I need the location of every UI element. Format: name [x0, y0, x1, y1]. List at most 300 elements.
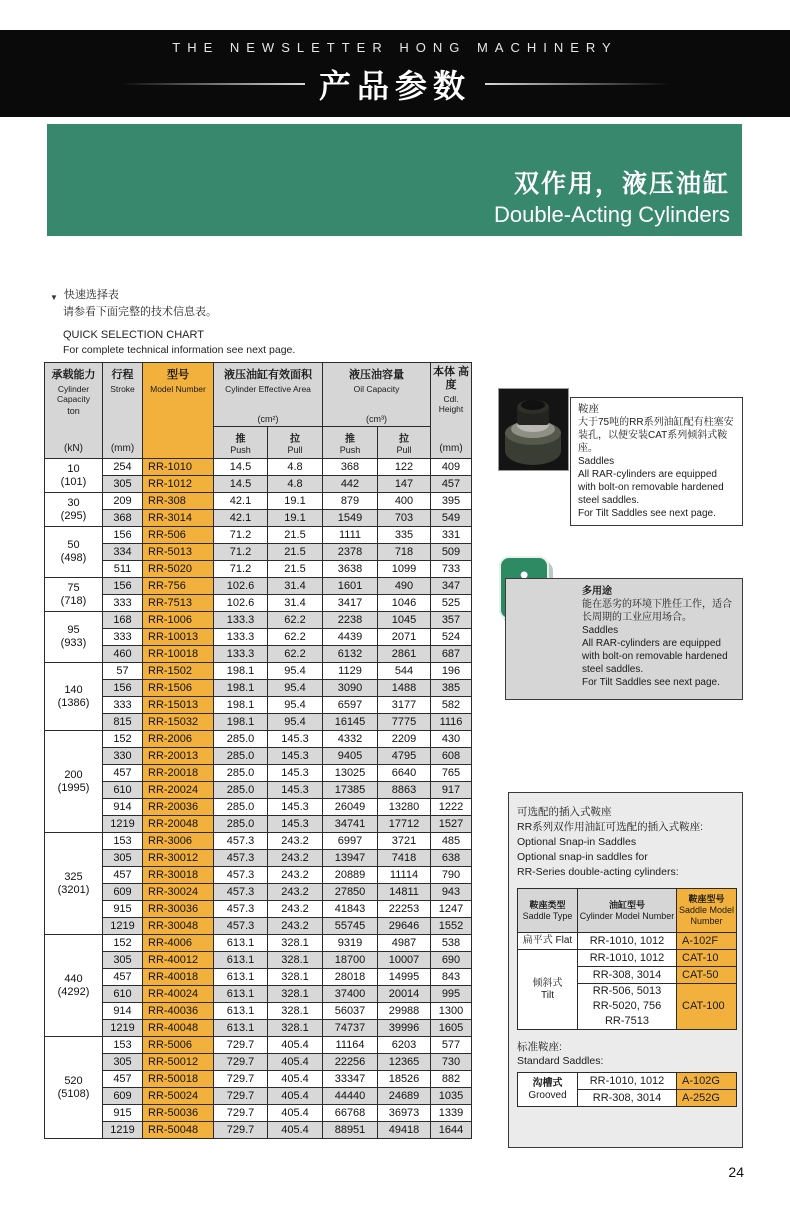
- snap-table-row: [518, 950, 737, 967]
- height-header-zh: 本体 高度: [432, 366, 470, 391]
- oil-pull-cell: 8863: [378, 782, 431, 799]
- oil-pull-cell: 6203: [378, 1037, 431, 1054]
- table-row: [45, 1054, 472, 1071]
- oil-pull-zh: 拉: [399, 434, 409, 445]
- model-cell: RR-50018: [143, 1071, 214, 1088]
- area-pull-cell: 405.4: [268, 1122, 323, 1139]
- model-cell: RR-1502: [143, 663, 214, 680]
- stroke-header-zh: 行程: [111, 369, 134, 381]
- area-push-cell: 42.1: [214, 493, 268, 510]
- stroke-cell: 1219: [103, 816, 143, 833]
- oil-pull-cell: 703: [378, 510, 431, 527]
- height-cell: 690: [431, 952, 472, 969]
- stroke-cell: 915: [103, 901, 143, 918]
- area-push-cell: 729.7: [214, 1122, 268, 1139]
- height-cell: 1644: [431, 1122, 472, 1139]
- area-pull-cell: 145.3: [268, 799, 323, 816]
- model-header-en: Model Number: [150, 384, 206, 394]
- oil-push-cell: 4439: [323, 629, 378, 646]
- table-row: [45, 1003, 472, 1020]
- capacity-cell: 30 (295): [45, 493, 103, 527]
- saddle-model-cell: CAT-100: [677, 984, 737, 1030]
- snap-table-row: [518, 933, 737, 950]
- standard-title-zh: 标准鞍座:: [517, 1041, 562, 1053]
- model-cell: RR-10018: [143, 646, 214, 663]
- oil-push-cell: 2238: [323, 612, 378, 629]
- oil-pull-cell: 2861: [378, 646, 431, 663]
- versatility-title-en: Saddles: [582, 625, 619, 636]
- table-row: [45, 612, 472, 629]
- height-cell: 1300: [431, 1003, 472, 1020]
- height-cell: 538: [431, 935, 472, 952]
- area-pull-cell: 328.1: [268, 1020, 323, 1037]
- stroke-header: [103, 363, 143, 459]
- area-header: [214, 363, 323, 427]
- oil-push-cell: 33347: [323, 1071, 378, 1088]
- saddle-model-cell: CAT-10: [677, 950, 737, 967]
- stroke-cell: 1219: [103, 918, 143, 935]
- stroke-cell: 156: [103, 680, 143, 697]
- model-cell: RR-2006: [143, 731, 214, 748]
- saddle-photo: [498, 388, 569, 471]
- intro-title-en: QUICK SELECTION CHART: [63, 329, 204, 341]
- area-pull-cell: 95.4: [268, 697, 323, 714]
- oil-unit: (cm³): [366, 414, 387, 424]
- area-pull-cell: 145.3: [268, 731, 323, 748]
- area-pull-cell: 405.4: [268, 1105, 323, 1122]
- area-pull-cell: 243.2: [268, 884, 323, 901]
- height-cell: 687: [431, 646, 472, 663]
- snap-col2-zh: 油缸型号: [608, 899, 645, 910]
- oil-push-cell: 74737: [323, 1020, 378, 1037]
- section-banner: [47, 124, 742, 236]
- oil-pull-cell: 3721: [378, 833, 431, 850]
- oil-pull-cell: 7775: [378, 714, 431, 731]
- table-row: [45, 986, 472, 1003]
- area-pull-cell: 95.4: [268, 714, 323, 731]
- model-cell: RR-15013: [143, 697, 214, 714]
- saddle-model-cell: A-252G: [677, 1090, 737, 1107]
- area-pull-cell: 145.3: [268, 765, 323, 782]
- oil-pull-en: Pull: [396, 445, 412, 455]
- height-cell: 509: [431, 544, 472, 561]
- capacity-header-zh: 承载能力: [51, 369, 96, 381]
- stroke-cell: 1219: [103, 1122, 143, 1139]
- area-push-cell: 457.3: [214, 918, 268, 935]
- table-row: [45, 799, 472, 816]
- height-cell: 524: [431, 629, 472, 646]
- stroke-cell: 333: [103, 629, 143, 646]
- height-cell: 790: [431, 867, 472, 884]
- oil-push-cell: 18700: [323, 952, 378, 969]
- height-unit: (mm): [439, 443, 463, 454]
- saddles-body-en-1: All RAR-cylinders are equipped: [578, 469, 717, 480]
- area-push-cell: 133.3: [214, 646, 268, 663]
- oil-pull-cell: 29988: [378, 1003, 431, 1020]
- oil-pull-cell: 718: [378, 544, 431, 561]
- model-cell: RR-15032: [143, 714, 214, 731]
- height-cell: 347: [431, 578, 472, 595]
- area-push-cell: 285.0: [214, 799, 268, 816]
- stroke-unit: (mm): [110, 443, 135, 454]
- area-push-cell: 198.1: [214, 663, 268, 680]
- oil-push-cell: 3638: [323, 561, 378, 578]
- snap-col1-en: Saddle Type: [522, 910, 573, 921]
- area-push-cell: 285.0: [214, 748, 268, 765]
- height-cell: 1116: [431, 714, 472, 731]
- model-cell: RR-50036: [143, 1105, 214, 1122]
- model-cell: RR-40024: [143, 986, 214, 1003]
- oil-pull-cell: 490: [378, 578, 431, 595]
- oil-push-cell: 4332: [323, 731, 378, 748]
- height-cell: 1605: [431, 1020, 472, 1037]
- area-push-cell: 198.1: [214, 680, 268, 697]
- oil-pull-cell: 1045: [378, 612, 431, 629]
- quick-selection-table: [44, 362, 472, 1139]
- area-push-cell: 285.0: [214, 765, 268, 782]
- snap-col3-header: [677, 889, 737, 933]
- oil-push-cell: 9319: [323, 935, 378, 952]
- oil-push-cell: 26049: [323, 799, 378, 816]
- area-push-cell: 613.1: [214, 969, 268, 986]
- oil-pull-cell: 17712: [378, 816, 431, 833]
- oil-push-cell: 1111: [323, 527, 378, 544]
- stroke-cell: 152: [103, 935, 143, 952]
- area-push-cell: 729.7: [214, 1105, 268, 1122]
- height-cell: 577: [431, 1037, 472, 1054]
- model-cell: RR-40036: [143, 1003, 214, 1020]
- area-pull-cell: 4.8: [268, 459, 323, 476]
- area-pull-cell: 145.3: [268, 816, 323, 833]
- oil-push-zh: 推: [345, 434, 355, 445]
- model-cell: RR-308: [143, 493, 214, 510]
- height-cell: 457: [431, 476, 472, 493]
- stroke-cell: 333: [103, 595, 143, 612]
- stroke-cell: 57: [103, 663, 143, 680]
- area-pull-cell: 62.2: [268, 646, 323, 663]
- model-header-zh: 型号: [167, 369, 189, 381]
- stroke-cell: 334: [103, 544, 143, 561]
- area-header-zh: 液压油缸有效面积: [224, 369, 312, 381]
- area-pull-cell: 62.2: [268, 629, 323, 646]
- options-sub-en-2: RR-Series double-acting cylinders:: [517, 866, 679, 878]
- oil-pull-cell: 14811: [378, 884, 431, 901]
- oil-push-cell: 37400: [323, 986, 378, 1003]
- oil-push-cell: 442: [323, 476, 378, 493]
- area-pull-cell: 328.1: [268, 986, 323, 1003]
- oil-push-cell: 9405: [323, 748, 378, 765]
- area-pull-cell: 21.5: [268, 527, 323, 544]
- stroke-cell: 156: [103, 578, 143, 595]
- stroke-cell: 153: [103, 833, 143, 850]
- area-push-cell: 133.3: [214, 629, 268, 646]
- area-push-cell: 285.0: [214, 782, 268, 799]
- model-cell: RR-50012: [143, 1054, 214, 1071]
- oil-pull-cell: 29646: [378, 918, 431, 935]
- table-row: [45, 544, 472, 561]
- table-row: [45, 714, 472, 731]
- oil-push-cell: 1129: [323, 663, 378, 680]
- oil-push-cell: 6997: [323, 833, 378, 850]
- area-pull-zh: 拉: [290, 434, 300, 445]
- saddle-type-cell: 扁平式 Flat: [518, 933, 578, 950]
- stroke-cell: 156: [103, 527, 143, 544]
- oil-pull-cell: 3177: [378, 697, 431, 714]
- section-title-en: Double-Acting Cylinders: [494, 202, 730, 227]
- oil-pull-cell: 22253: [378, 901, 431, 918]
- area-pull-cell: 21.5: [268, 561, 323, 578]
- stroke-cell: 305: [103, 850, 143, 867]
- capacity-cell: 325 (3201): [45, 833, 103, 935]
- stroke-cell: 609: [103, 884, 143, 901]
- saddles-body-zh: 大于75吨的RR系列油缸配有柱塞安装孔，以便安装CAT系列倾斜式鞍座。: [578, 417, 734, 454]
- oil-push-cell: 13025: [323, 765, 378, 782]
- oil-pull-cell: 12365: [378, 1054, 431, 1071]
- oil-push-cell: 28018: [323, 969, 378, 986]
- table-row: [45, 510, 472, 527]
- oil-pull-cell: 49418: [378, 1122, 431, 1139]
- area-pull-cell: 243.2: [268, 867, 323, 884]
- area-pull-cell: 95.4: [268, 680, 323, 697]
- model-cell: RR-40048: [143, 1020, 214, 1037]
- area-push-header: [214, 427, 268, 459]
- height-cell: 549: [431, 510, 472, 527]
- capacity-unit-kn: (kN): [64, 443, 83, 454]
- options-title-zh: 可选配的插入式鞍座: [517, 806, 612, 818]
- triangle-bullet-icon: ▼: [50, 293, 58, 302]
- versatility-body-en-3: steel saddles.: [582, 664, 644, 675]
- stroke-cell: 610: [103, 986, 143, 1003]
- area-pull-cell: 21.5: [268, 544, 323, 561]
- table-row: [45, 765, 472, 782]
- height-cell: 430: [431, 731, 472, 748]
- snap-in-saddles-panel: [508, 792, 743, 1148]
- stroke-cell: 511: [103, 561, 143, 578]
- area-pull-cell: 145.3: [268, 748, 323, 765]
- table-row: [45, 748, 472, 765]
- area-pull-cell: 145.3: [268, 782, 323, 799]
- stroke-cell: 330: [103, 748, 143, 765]
- page-title: 产品参数: [318, 68, 471, 104]
- model-cell: RR-20036: [143, 799, 214, 816]
- stroke-cell: 915: [103, 1105, 143, 1122]
- oil-push-cell: 879: [323, 493, 378, 510]
- stroke-cell: 168: [103, 612, 143, 629]
- area-push-cell: 457.3: [214, 833, 268, 850]
- options-sub-zh: RR系列双作用油缸可选配的插入式鞍座:: [517, 821, 704, 833]
- saddle-photo-image: [499, 389, 568, 470]
- area-push-cell: 198.1: [214, 697, 268, 714]
- table-row: [45, 561, 472, 578]
- std-table-body: [518, 1073, 737, 1107]
- oil-pull-cell: 39996: [378, 1020, 431, 1037]
- area-pull-cell: 19.1: [268, 493, 323, 510]
- area-push-cell: 71.2: [214, 544, 268, 561]
- model-cell: RR-506: [143, 527, 214, 544]
- oil-push-header: [323, 427, 378, 459]
- oil-pull-cell: 20014: [378, 986, 431, 1003]
- area-push-en: Push: [230, 445, 251, 455]
- saddle-model-cell: A-102G: [677, 1073, 737, 1090]
- height-header-en: Cdl. Height: [438, 394, 464, 414]
- height-cell: 638: [431, 850, 472, 867]
- stroke-cell: 457: [103, 765, 143, 782]
- area-push-cell: 102.6: [214, 595, 268, 612]
- saddles-body-en-3: steel saddles.: [578, 495, 640, 506]
- table-row: [45, 527, 472, 544]
- oil-pull-cell: 4795: [378, 748, 431, 765]
- options-sub-en-1: Optional snap-in saddles for: [517, 851, 648, 863]
- model-cell: RR-30012: [143, 850, 214, 867]
- area-push-cell: 71.2: [214, 561, 268, 578]
- area-pull-cell: 62.2: [268, 612, 323, 629]
- model-cell: RR-20013: [143, 748, 214, 765]
- area-push-cell: 613.1: [214, 952, 268, 969]
- versatility-panel: [505, 578, 743, 700]
- oil-push-cell: 20889: [323, 867, 378, 884]
- model-cell: RR-30036: [143, 901, 214, 918]
- capacity-header: [45, 363, 103, 459]
- cylinder-model-cell: RR-1010, 1012: [578, 950, 677, 967]
- snap-col2-en: Cylinder Model Number: [579, 910, 675, 921]
- table-row: [45, 816, 472, 833]
- main-table-body: [45, 459, 472, 1139]
- stroke-cell: 305: [103, 1054, 143, 1071]
- oil-pull-cell: 36973: [378, 1105, 431, 1122]
- table-row: [45, 969, 472, 986]
- capacity-cell: 95 (933): [45, 612, 103, 663]
- snap-table-body: [518, 933, 737, 1030]
- area-pull-cell: 243.2: [268, 901, 323, 918]
- table-row: [45, 459, 472, 476]
- area-pull-cell: 405.4: [268, 1088, 323, 1105]
- table-row: [45, 595, 472, 612]
- saddle-type-cell: 倾斜式 Tilt: [518, 950, 578, 1030]
- area-push-cell: 457.3: [214, 867, 268, 884]
- capacity-cell: 10 (101): [45, 459, 103, 493]
- oil-push-cell: 3417: [323, 595, 378, 612]
- height-header: [431, 363, 472, 459]
- height-cell: 1339: [431, 1105, 472, 1122]
- snap-col1-zh: 鞍座类型: [529, 899, 566, 910]
- oil-pull-cell: 18526: [378, 1071, 431, 1088]
- oil-pull-cell: 122: [378, 459, 431, 476]
- model-cell: RR-50024: [143, 1088, 214, 1105]
- oil-push-cell: 17385: [323, 782, 378, 799]
- page-number: 24: [728, 1164, 744, 1180]
- oil-push-cell: 2378: [323, 544, 378, 561]
- table-row: [45, 493, 472, 510]
- newsletter-title: THE NEWSLETTER HONG MACHINERY: [172, 40, 618, 55]
- section-title-zh: 双作用，液压油缸: [513, 170, 730, 198]
- area-pull-cell: 328.1: [268, 935, 323, 952]
- area-push-cell: 102.6: [214, 578, 268, 595]
- table-row: [45, 663, 472, 680]
- masthead-title-row: [120, 61, 670, 107]
- stroke-cell: 609: [103, 1088, 143, 1105]
- model-cell: RR-1006: [143, 612, 214, 629]
- area-pull-en: Pull: [287, 445, 303, 455]
- intro-sub-zh: 请参看下面完整的技术信息表。: [63, 306, 217, 318]
- table-row: [45, 867, 472, 884]
- model-cell: RR-30018: [143, 867, 214, 884]
- model-cell: RR-3014: [143, 510, 214, 527]
- stroke-cell: 153: [103, 1037, 143, 1054]
- model-cell: RR-40018: [143, 969, 214, 986]
- saddles-body-en-2: with bolt-on removable hardened: [578, 482, 724, 493]
- oil-push-cell: 55745: [323, 918, 378, 935]
- model-cell: RR-5020: [143, 561, 214, 578]
- stroke-cell: 457: [103, 1071, 143, 1088]
- model-cell: RR-50048: [143, 1122, 214, 1139]
- snap-col3-zh: 鞍座型号: [688, 894, 725, 904]
- stroke-cell: 460: [103, 646, 143, 663]
- intro-bullet-row: [50, 288, 295, 305]
- stroke-cell: 914: [103, 1003, 143, 1020]
- saddles-title-zh: 鞍座: [578, 403, 599, 415]
- area-pull-cell: 95.4: [268, 663, 323, 680]
- oil-pull-cell: 2071: [378, 629, 431, 646]
- snap-col1-header: [518, 889, 578, 933]
- area-push-cell: 613.1: [214, 1020, 268, 1037]
- oil-header: [323, 363, 431, 427]
- oil-push-cell: 44440: [323, 1088, 378, 1105]
- snap-saddle-table: [517, 888, 737, 1030]
- oil-pull-cell: 4987: [378, 935, 431, 952]
- area-pull-cell: 328.1: [268, 952, 323, 969]
- intro-sub-en: For complete technical information see next page.: [63, 344, 296, 356]
- height-cell: 843: [431, 969, 472, 986]
- area-push-cell: 285.0: [214, 816, 268, 833]
- area-push-cell: 729.7: [214, 1088, 268, 1105]
- versatility-body-en-2: with bolt-on removable hardened: [582, 651, 728, 662]
- height-cell: 765: [431, 765, 472, 782]
- capacity-cell: 520 (5108): [45, 1037, 103, 1139]
- area-push-cell: 198.1: [214, 714, 268, 731]
- model-cell: RR-5013: [143, 544, 214, 561]
- oil-push-cell: 6132: [323, 646, 378, 663]
- area-push-cell: 729.7: [214, 1037, 268, 1054]
- area-push-cell: 285.0: [214, 731, 268, 748]
- right-rule: [485, 83, 670, 85]
- oil-pull-cell: 400: [378, 493, 431, 510]
- table-row: [45, 935, 472, 952]
- saddle-model-cell: CAT-50: [677, 967, 737, 984]
- height-cell: 730: [431, 1054, 472, 1071]
- area-pull-cell: 328.1: [268, 1003, 323, 1020]
- area-pull-cell: 243.2: [268, 833, 323, 850]
- model-cell: RR-5006: [143, 1037, 214, 1054]
- stroke-cell: 209: [103, 493, 143, 510]
- oil-pull-cell: 1488: [378, 680, 431, 697]
- oil-push-cell: 1549: [323, 510, 378, 527]
- table-row: [45, 731, 472, 748]
- std-table-row: [518, 1073, 737, 1090]
- height-cell: 582: [431, 697, 472, 714]
- oil-push-cell: 1601: [323, 578, 378, 595]
- stroke-cell: 457: [103, 969, 143, 986]
- height-cell: 1222: [431, 799, 472, 816]
- height-cell: 1035: [431, 1088, 472, 1105]
- model-cell: RR-30048: [143, 918, 214, 935]
- intro-title-zh: 快速选择表: [63, 289, 119, 301]
- area-push-cell: 133.3: [214, 612, 268, 629]
- stroke-cell: 305: [103, 952, 143, 969]
- area-push-cell: 729.7: [214, 1071, 268, 1088]
- stroke-header-en: Stroke: [110, 384, 135, 394]
- area-push-cell: 613.1: [214, 1003, 268, 1020]
- model-cell: RR-30024: [143, 884, 214, 901]
